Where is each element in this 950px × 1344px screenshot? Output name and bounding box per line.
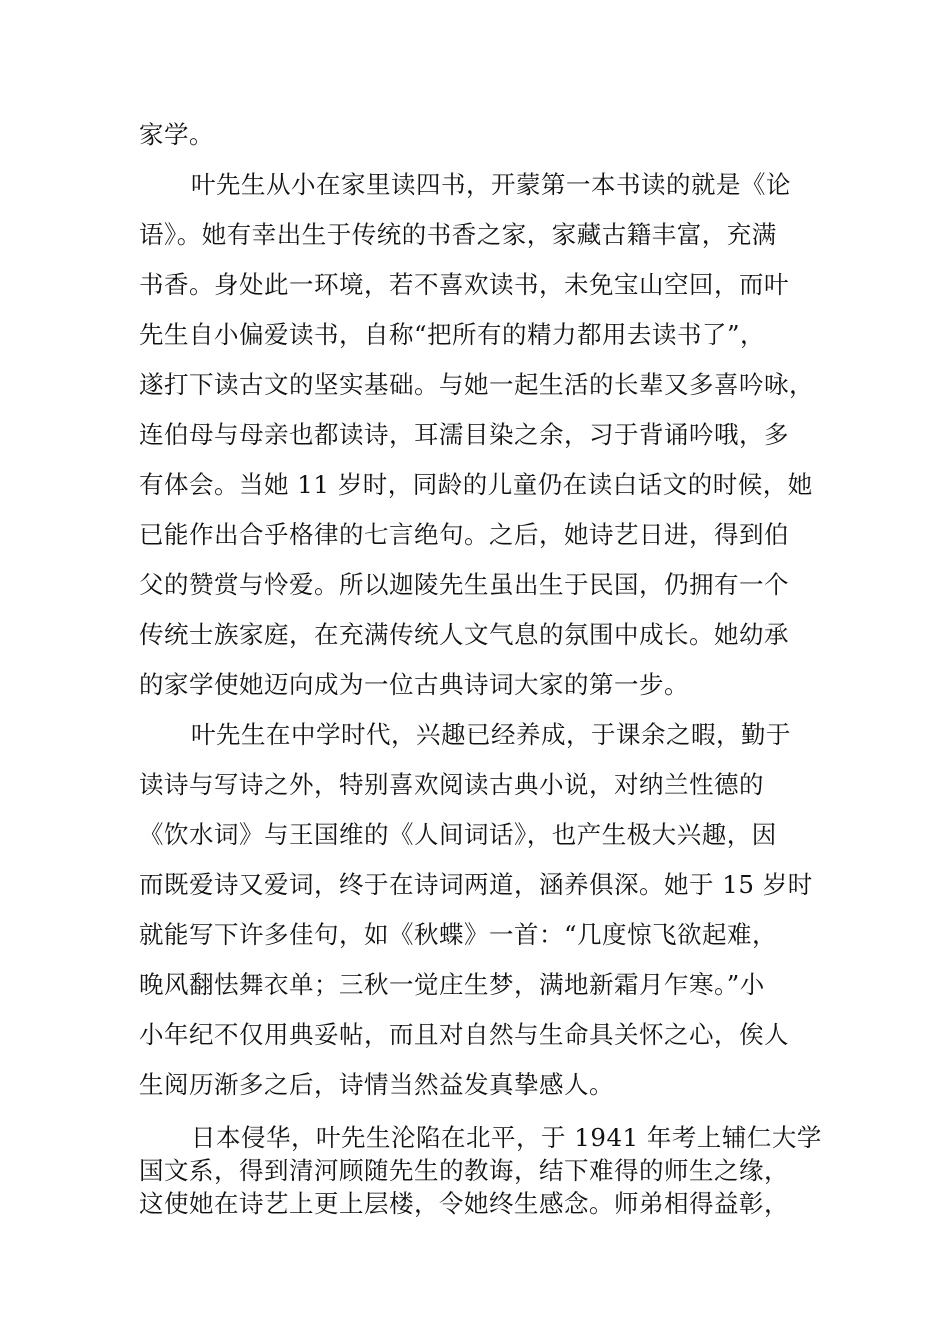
- text-line: 日本侵华，叶先生沦陷在北平，于 1941 年考上辅仁大学: [191, 1123, 822, 1152]
- paragraph-childhood-reading: [139, 160, 819, 710]
- text-line: 而既爱诗又爱词，终于在诗词两道，涵养俱深。她于 15 岁时: [139, 870, 813, 899]
- text-line: 就能写下许多佳句，如《秋蝶》一首：“几度惊飞欲起难，: [139, 920, 778, 949]
- paragraph-middle-school: [139, 710, 819, 1110]
- text-line: 语》。她有幸出生于传统的书香之家，家藏古籍丰富，充满: [139, 220, 777, 249]
- text-line: 这使她在诗艺上更上层楼，令她终生感念。师弟相得益彰，: [139, 1189, 789, 1218]
- text-line: 父的赞赏与怜爱。所以迦陵先生虽出生于民国，仍拥有一个: [139, 570, 789, 599]
- text-line: 晚风翻怯舞衣单；三秋一觉庄生梦，满地新霜月乍寒。”小: [139, 970, 765, 999]
- text-line: 小年纪不仅用典妥帖，而且对自然与生命具关怀之心，俟人: [139, 1020, 789, 1049]
- text-line: 先生自小偏爱读书，自称“把所有的精力都用去读书了”，: [139, 320, 766, 349]
- paragraph-continuation: [139, 110, 819, 160]
- text-line: 叶先生从小在家里读四书，开蒙第一本书读的就是《论: [191, 170, 791, 199]
- text-line: 传统士族家庭，在充满传统人文气息的氛围中成长。她幼承: [139, 620, 789, 649]
- text-line: 家学。: [139, 120, 214, 149]
- text-line: 书香。身处此一环境，若不喜欢读书，未免宝山空回，而叶: [139, 270, 789, 299]
- text-line: 已能作出合乎格律的七言绝句。之后，她诗艺日进，得到伯: [139, 520, 789, 549]
- text-line: 国文系，得到清河顾随先生的教诲，结下难得的师生之缘，: [139, 1156, 789, 1185]
- text-line: 读诗与写诗之外，特别喜欢阅读古典小说，对纳兰性德的: [139, 770, 764, 799]
- text-line: 生阅历渐多之后，诗情当然益发真挚感人。: [139, 1070, 614, 1099]
- paragraph-university: [139, 1121, 822, 1220]
- text-line: 叶先生在中学时代，兴趣已经养成，于课余之暇，勤于: [191, 720, 791, 749]
- text-line: 《饮水词》与王国维的《人间词话》，也产生极大兴趣，因: [139, 820, 777, 849]
- text-line: 有体会。当她 11 岁时，同龄的儿童仍在读白话文的时候，她: [139, 470, 813, 499]
- text-line: 的家学使她迈向成为一位古典诗词大家的第一步。: [139, 670, 689, 699]
- text-line: 连伯母与母亲也都读诗，耳濡目染之余，习于背诵吟哦，多: [139, 420, 789, 449]
- text-line: 遂打下读古文的坚实基础。与她一起生活的长辈又多喜吟咏，: [139, 370, 814, 399]
